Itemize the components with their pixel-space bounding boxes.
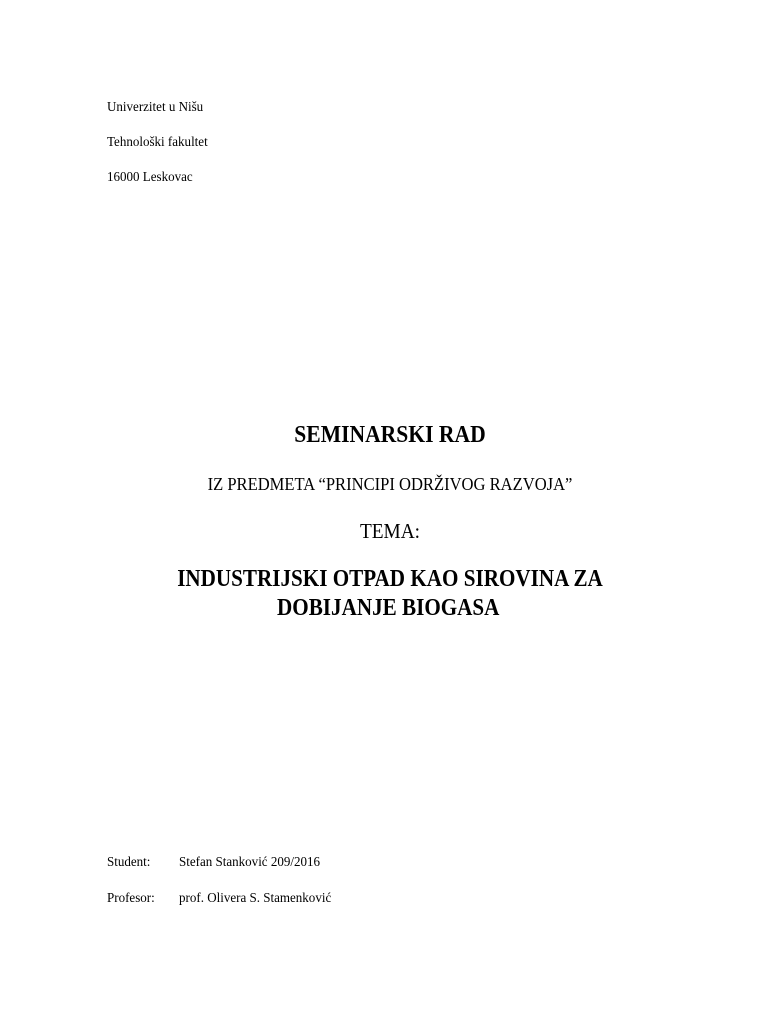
theme-label: TEMA:: [359, 519, 421, 543]
student-label: Student:: [107, 855, 151, 870]
topic-line-2: DOBIJANJE BIOGASA: [277, 595, 500, 621]
subject-line: IZ PREDMETA “PRINCIPI ODRŽIVOG RAZVOJA”: [207, 474, 573, 494]
faculty-address: 16000 Leskovac: [107, 170, 193, 185]
professor-label: Profesor:: [107, 891, 155, 906]
faculty-name: Tehnološki fakultet: [107, 135, 208, 150]
topic-line-1: INDUSTRIJSKI OTPAD KAO SIROVINA ZA: [177, 566, 603, 592]
professor-name: prof. Olivera S. Stamenković: [179, 891, 332, 906]
university-name: Univerzitet u Nišu: [107, 100, 204, 115]
document-title: SEMINARSKI RAD: [294, 422, 486, 448]
student-name: Stefan Stanković 209/2016: [179, 855, 321, 870]
